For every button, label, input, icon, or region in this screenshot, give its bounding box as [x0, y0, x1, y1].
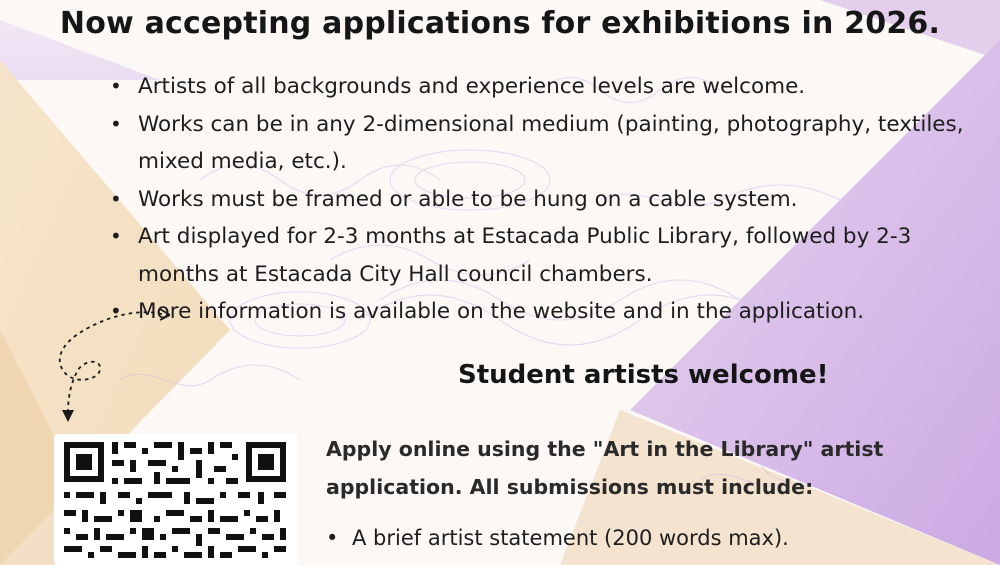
- list-item: • Works must be framed or able to be hung on a cable system.: [110, 181, 990, 219]
- dashed-arrow-icon: [40, 300, 170, 425]
- info-list: [110, 68, 990, 331]
- list-item: • Works can be in any 2-dimensional medium (painting, photography, textiles, mixed media, etc.).: [110, 106, 990, 181]
- qr-code-icon[interactable]: [54, 434, 298, 565]
- student-heading: Student artists welcome!: [458, 360, 829, 390]
- page-title: Now accepting applications for exhibitions in 2026.: [59, 6, 941, 41]
- list-item: • Artists of all backgrounds and experience levels are welcome.: [110, 68, 990, 106]
- requirements-list: [326, 520, 966, 556]
- apply-instructions: Apply online using the "Art in the Library" artist application. All submissions must include:: [326, 437, 884, 499]
- list-item: • A brief artist statement (200 words max).: [326, 520, 966, 556]
- list-item: • More information is available on the website and in the application.: [110, 293, 990, 331]
- list-item: • Art displayed for 2-3 months at Estacada Public Library, followed by 2-3 months at Estacada City Hall council chambers.: [110, 218, 990, 293]
